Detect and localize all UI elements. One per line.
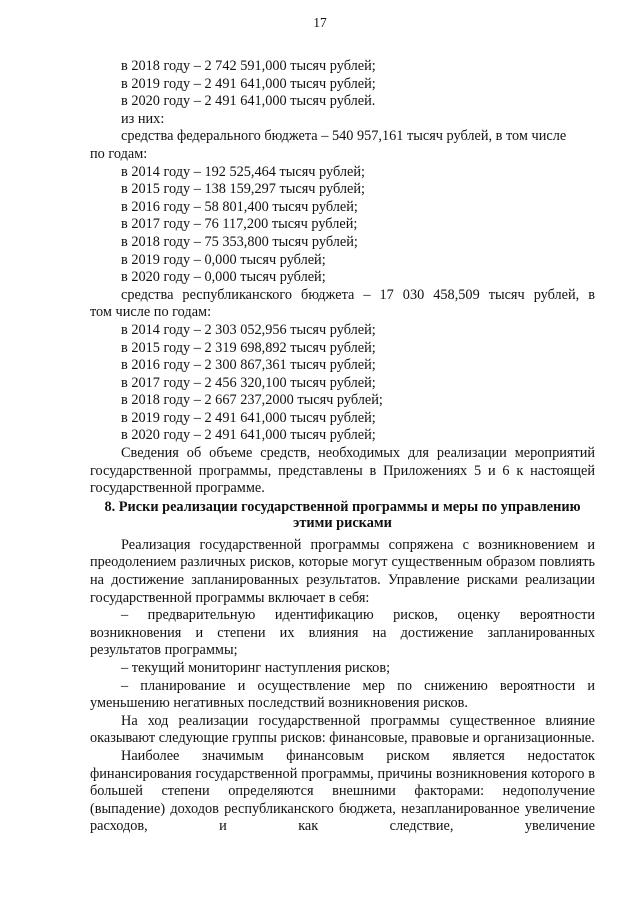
republic-line: в 2015 году – 2 319 698,892 тысяч рублей; <box>121 339 376 356</box>
risk-measure-item: – планирование и осуществление мер по снижению вероятности и уменьшению негативных последствий возникновения рисков. <box>90 677 595 712</box>
federal-line: в 2016 году – 58 801,400 тысяч рублей; <box>121 198 358 215</box>
federal-line: в 2019 году – 0,000 тысяч рублей; <box>121 251 326 268</box>
republic-budget-intro: средства республиканского бюджета – 17 030 458,509 тысяч рублей, в <box>121 286 595 303</box>
financial-risk-paragraph: Наиболее значимым финансовым риском является недостаток финансирования государственной программы, причины возникновения которого в большей степени определяются внешними факторами: недополучение (выпадение) доходов республиканского бюджета, незапланированное увеличение расходов, и как следствие, увеличение <box>90 747 595 835</box>
republic-line: в 2016 году – 2 300 867,361 тысяч рублей; <box>121 357 376 374</box>
republic-line: в 2019 году – 2 491 641,000 тысяч рублей; <box>121 409 376 426</box>
republic-budget-intro-cont: том числе по годам: <box>90 304 212 321</box>
federal-line: в 2015 году – 138 159,297 тысяч рублей; <box>121 181 365 198</box>
funding-line-2019: в 2019 году – 2 491 641,000 тысяч рублей; <box>121 75 376 92</box>
section-heading <box>90 499 595 531</box>
risk-measure-item: – текущий мониторинг наступления рисков; <box>121 660 391 676</box>
republic-line: в 2017 году – 2 456 320,100 тысяч рублей; <box>121 374 376 391</box>
section-heading-line-1: 8. Риски реализации государственной программы и меры по управлению <box>104 498 581 515</box>
risks-intro-paragraph: Реализация государственной программы сопряжена с возникновением и преодолением различных рисков, которые могут существенным образом повлиять на достижение запланированных результатов. Управление рисками реализации государственной программы включает в себя: <box>90 536 595 606</box>
federal-line: в 2014 году – 192 525,464 тысяч рублей; <box>121 163 365 180</box>
document-body <box>90 58 595 836</box>
federal-line: в 2018 году – 75 353,800 тысяч рублей; <box>121 233 358 250</box>
risk-measure-item: – предварительную идентификацию рисков, оценку вероятности возникновения и степени их влияния на достижение запланированных результатов программы; <box>90 607 595 659</box>
page-number: 17 <box>313 15 327 30</box>
section-heading-line-2: этими рисками <box>293 514 392 531</box>
federal-budget-intro: средства федерального бюджета – 540 957,161 тысяч рублей, в том числе <box>121 128 567 145</box>
funding-line-2018: в 2018 году – 2 742 591,000 тысяч рублей; <box>121 58 376 74</box>
funding-appendix-note: Сведения об объеме средств, необходимых для реализации мероприятий государственной программы, представлены в Приложениях 5 и 6 к настоящей государственной программе. <box>90 445 595 497</box>
federal-budget-intro-cont: по годам: <box>90 145 148 162</box>
risk-groups-paragraph: На ход реализации государственной программы существенное влияние оказывают следующие группы рисков: финансовые, правовые и организационные. <box>90 712 595 747</box>
federal-line: в 2017 году – 76 117,200 тысяч рублей; <box>121 216 358 233</box>
funding-line-2020: в 2020 году – 2 491 641,000 тысяч рублей. <box>121 93 376 110</box>
republic-line: в 2014 году – 2 303 052,956 тысяч рублей; <box>121 321 376 338</box>
federal-line: в 2020 году – 0,000 тысяч рублей; <box>121 269 326 286</box>
republic-line: в 2018 году – 2 667 237,2000 тысяч рублей; <box>121 392 383 409</box>
republic-line: в 2020 году – 2 491 641,000 тысяч рублей; <box>121 427 376 444</box>
of-which-label: из них: <box>121 110 165 127</box>
